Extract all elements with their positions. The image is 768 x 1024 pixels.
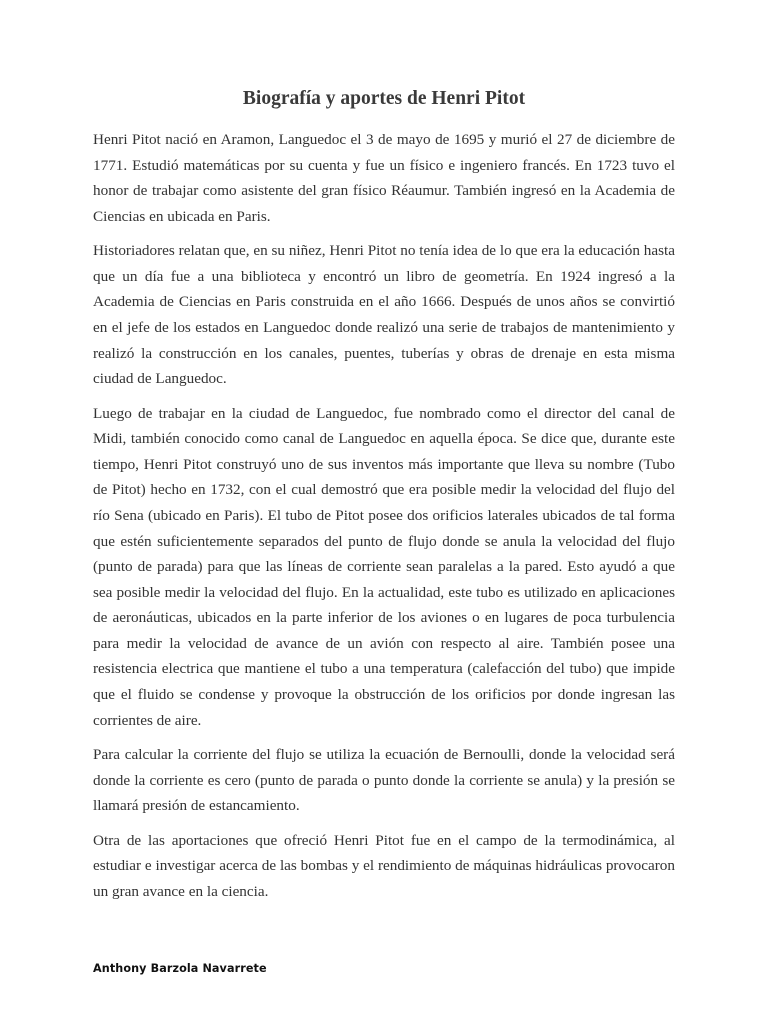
paragraph-3: Luego de trabajar en la ciudad de Languedoc, fue nombrado como el director del canal de Midi, también conocido como canal de Languedoc en aquella época. Se dice que, durante este tiempo, Henri Pitot construyó uno de sus inventos más importante que lleva su nombre (Tubo de Pitot) hecho en 1732, con el cual demostró que era posible medir la velocidad del flujo del río Sena (ubicado en Paris). El tubo de Pitot posee dos orificios laterales ubicados de tal forma que estén suficientemente separados del punto de flujo donde se anula la velocidad del flujo (punto de parada) para que las líneas de corriente sean paralelas a la pared. Esto ayudó a que sea posible medir la velocidad del flujo. En la actualidad, este tubo es utilizado en aplicaciones de aeronáuticas, ubicados en la parte inferior de los aviones o en lugares de poca turbulencia para medir la velocidad de avance de un avión con respecto al aire. También posee una resistencia electrica que mantiene el tubo a una temperatura (calefacción del tubo) que impide que el fluido se condense y provoque la obstrucción de los orificios por donde ingresan las corrientes de aire. bbox=[93, 404, 675, 729]
document-title: Biografía y aportes de Henri Pitot bbox=[242, 88, 526, 109]
paragraph-4: Para calcular la corriente del flujo se utiliza la ecuación de Bernoulli, donde la velocidad será donde la corriente es cero (punto de parada o punto donde la corriente se anula) y la presión se llamará presión de estancamiento. bbox=[93, 746, 675, 815]
paragraph-5: Otra de las aportaciones que ofreció Henri Pitot fue en el campo de la termodinámica, al estudiar e investigar acerca de las bombas y el rendimiento de máquinas hidráulicas provocaron un gran avance en la ciencia. bbox=[93, 831, 675, 900]
document-body bbox=[93, 127, 675, 913]
author-footer: Anthony Barzola Navarrete bbox=[93, 962, 267, 975]
paragraph-1: Henri Pitot nació en Aramon, Languedoc el 3 de mayo de 1695 y murió el 27 de diciembre de 1771. Estudió matemáticas por su cuenta y fue un físico e ingeniero francés. En 1723 tuvo el honor de trabajar como asistente del gran físico Réaumur. También ingresó en la Academia de Ciencias en ubicada en Paris. bbox=[93, 131, 675, 225]
paragraph-2: Historiadores relatan que, en su niñez, Henri Pitot no tenía idea de lo que era la educación hasta que un día fue a una biblioteca y encontró un libro de geometría. En 1924 ingresó a la Academia de Ciencias en Paris construida en el año 1666. Después de unos años se convirtió en el jefe de los estados en Languedoc donde realizó una serie de trabajos de mantenimiento y realizó la construcción en los canales, puentes, tuberías y obras de drenaje en esta misma ciudad de Languedoc. bbox=[93, 242, 675, 388]
